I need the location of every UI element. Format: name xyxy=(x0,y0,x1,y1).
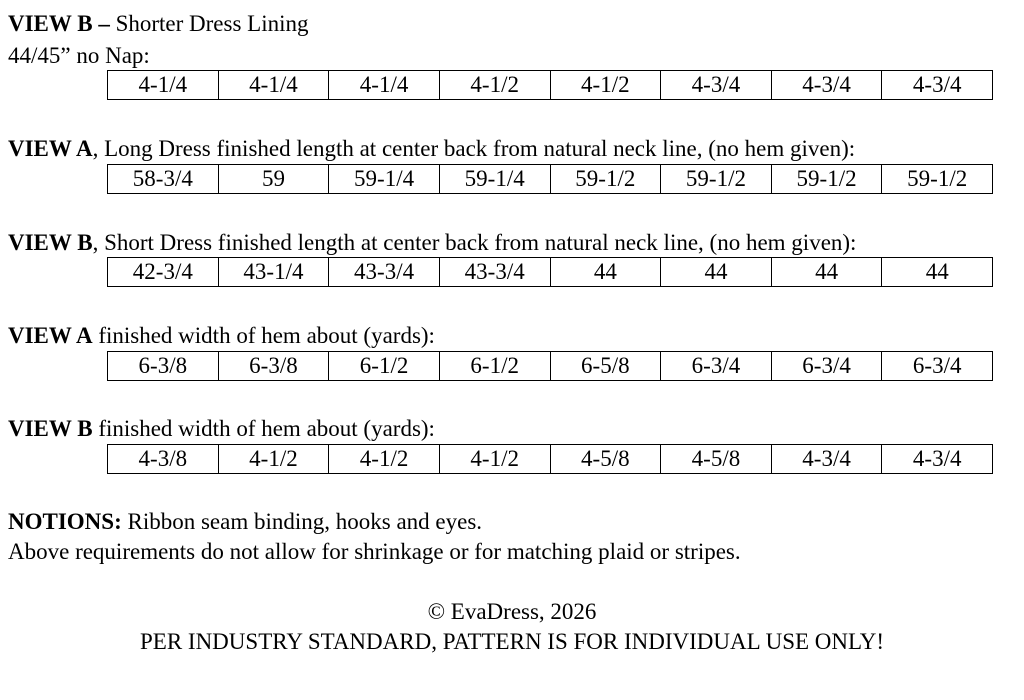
view-b-length-heading-text: , Short Dress finished length at center back from natural neck line, (no hem given): xyxy=(92,230,857,255)
view-b-hem-heading-text: finished width of hem about (yards): xyxy=(92,416,435,441)
table-cell: 4-3/8 xyxy=(108,445,219,474)
view-a-length-table xyxy=(107,164,993,194)
table-cell: 4-1/4 xyxy=(108,71,219,100)
table-cell: 4-1/4 xyxy=(218,71,329,100)
table-cell: 43-1/4 xyxy=(218,258,329,287)
table-cell: 6-3/4 xyxy=(771,352,882,381)
table-cell: 4-3/4 xyxy=(882,445,993,474)
lining-heading xyxy=(8,11,309,37)
table-cell: 59-1/2 xyxy=(771,165,882,194)
view-a-length-heading-text: , Long Dress finished length at center back from natural neck line, (no hem given): xyxy=(92,136,856,161)
table-cell: 42-3/4 xyxy=(108,258,219,287)
table-cell: 59 xyxy=(218,165,329,194)
table-cell: 6-3/4 xyxy=(882,352,993,381)
table-row xyxy=(108,445,993,474)
notions-line xyxy=(8,507,482,537)
table-cell: 4-5/8 xyxy=(550,445,661,474)
table-cell: 59-1/2 xyxy=(882,165,993,194)
notions-text: Ribbon seam binding, hooks and eyes. xyxy=(121,509,483,534)
lining-fabric-width: 44/45” no Nap: xyxy=(8,43,150,68)
view-b-length-table xyxy=(107,257,993,287)
view-b-hem-heading-bold: VIEW B xyxy=(8,416,93,441)
table-cell: 6-3/8 xyxy=(108,352,219,381)
table-cell: 59-1/4 xyxy=(329,165,440,194)
table-cell: 4-3/4 xyxy=(771,71,882,100)
view-a-hem-table xyxy=(107,351,993,381)
table-cell: 44 xyxy=(550,258,661,287)
table-cell: 59-1/4 xyxy=(439,165,550,194)
table-cell: 4-1/2 xyxy=(439,445,550,474)
table-cell: 4-3/4 xyxy=(771,445,882,474)
view-b-length-heading-bold: VIEW B xyxy=(8,230,93,255)
table-cell: 6-3/4 xyxy=(661,352,772,381)
view-b-length-heading xyxy=(8,230,856,256)
table-cell: 59-1/2 xyxy=(550,165,661,194)
table-row xyxy=(108,165,993,194)
table-row xyxy=(108,258,993,287)
table-row xyxy=(108,71,993,100)
table-cell: 43-3/4 xyxy=(329,258,440,287)
view-a-length-heading-bold: VIEW A xyxy=(8,136,93,161)
table-cell: 44 xyxy=(882,258,993,287)
notions-label: NOTIONS: xyxy=(8,509,122,534)
table-cell: 4-1/2 xyxy=(329,445,440,474)
copyright-line: © EvaDress, 2026 xyxy=(427,599,597,624)
table-cell: 4-1/2 xyxy=(218,445,329,474)
view-b-hem-heading xyxy=(8,416,435,442)
lining-yardage-table xyxy=(107,70,993,100)
table-cell: 44 xyxy=(771,258,882,287)
table-cell: 4-3/4 xyxy=(661,71,772,100)
lining-heading-bold: VIEW B – xyxy=(8,11,110,36)
requirements-disclaimer: Above requirements do not allow for shrinkage or for matching plaid or stripes. xyxy=(8,539,741,564)
table-cell: 59-1/2 xyxy=(661,165,772,194)
view-a-hem-heading xyxy=(8,323,435,349)
table-cell: 6-5/8 xyxy=(550,352,661,381)
table-row xyxy=(108,352,993,381)
table-cell: 44 xyxy=(661,258,772,287)
table-cell: 6-1/2 xyxy=(439,352,550,381)
view-a-length-heading xyxy=(8,136,855,162)
table-cell: 6-3/8 xyxy=(218,352,329,381)
view-a-hem-heading-text: finished width of hem about (yards): xyxy=(92,323,435,348)
table-cell: 4-5/8 xyxy=(661,445,772,474)
table-cell: 4-1/2 xyxy=(550,71,661,100)
lining-heading-text: Shorter Dress Lining xyxy=(109,11,309,36)
usage-notice: PER INDUSTRY STANDARD, PATTERN IS FOR INDIVIDUAL USE ONLY! xyxy=(139,629,885,654)
table-cell: 6-1/2 xyxy=(329,352,440,381)
table-cell: 4-1/4 xyxy=(329,71,440,100)
table-cell: 4-3/4 xyxy=(882,71,993,100)
view-a-hem-heading-bold: VIEW A xyxy=(8,323,93,348)
table-cell: 58-3/4 xyxy=(108,165,219,194)
table-cell: 43-3/4 xyxy=(439,258,550,287)
table-cell: 4-1/2 xyxy=(439,71,550,100)
view-b-hem-table xyxy=(107,444,993,474)
